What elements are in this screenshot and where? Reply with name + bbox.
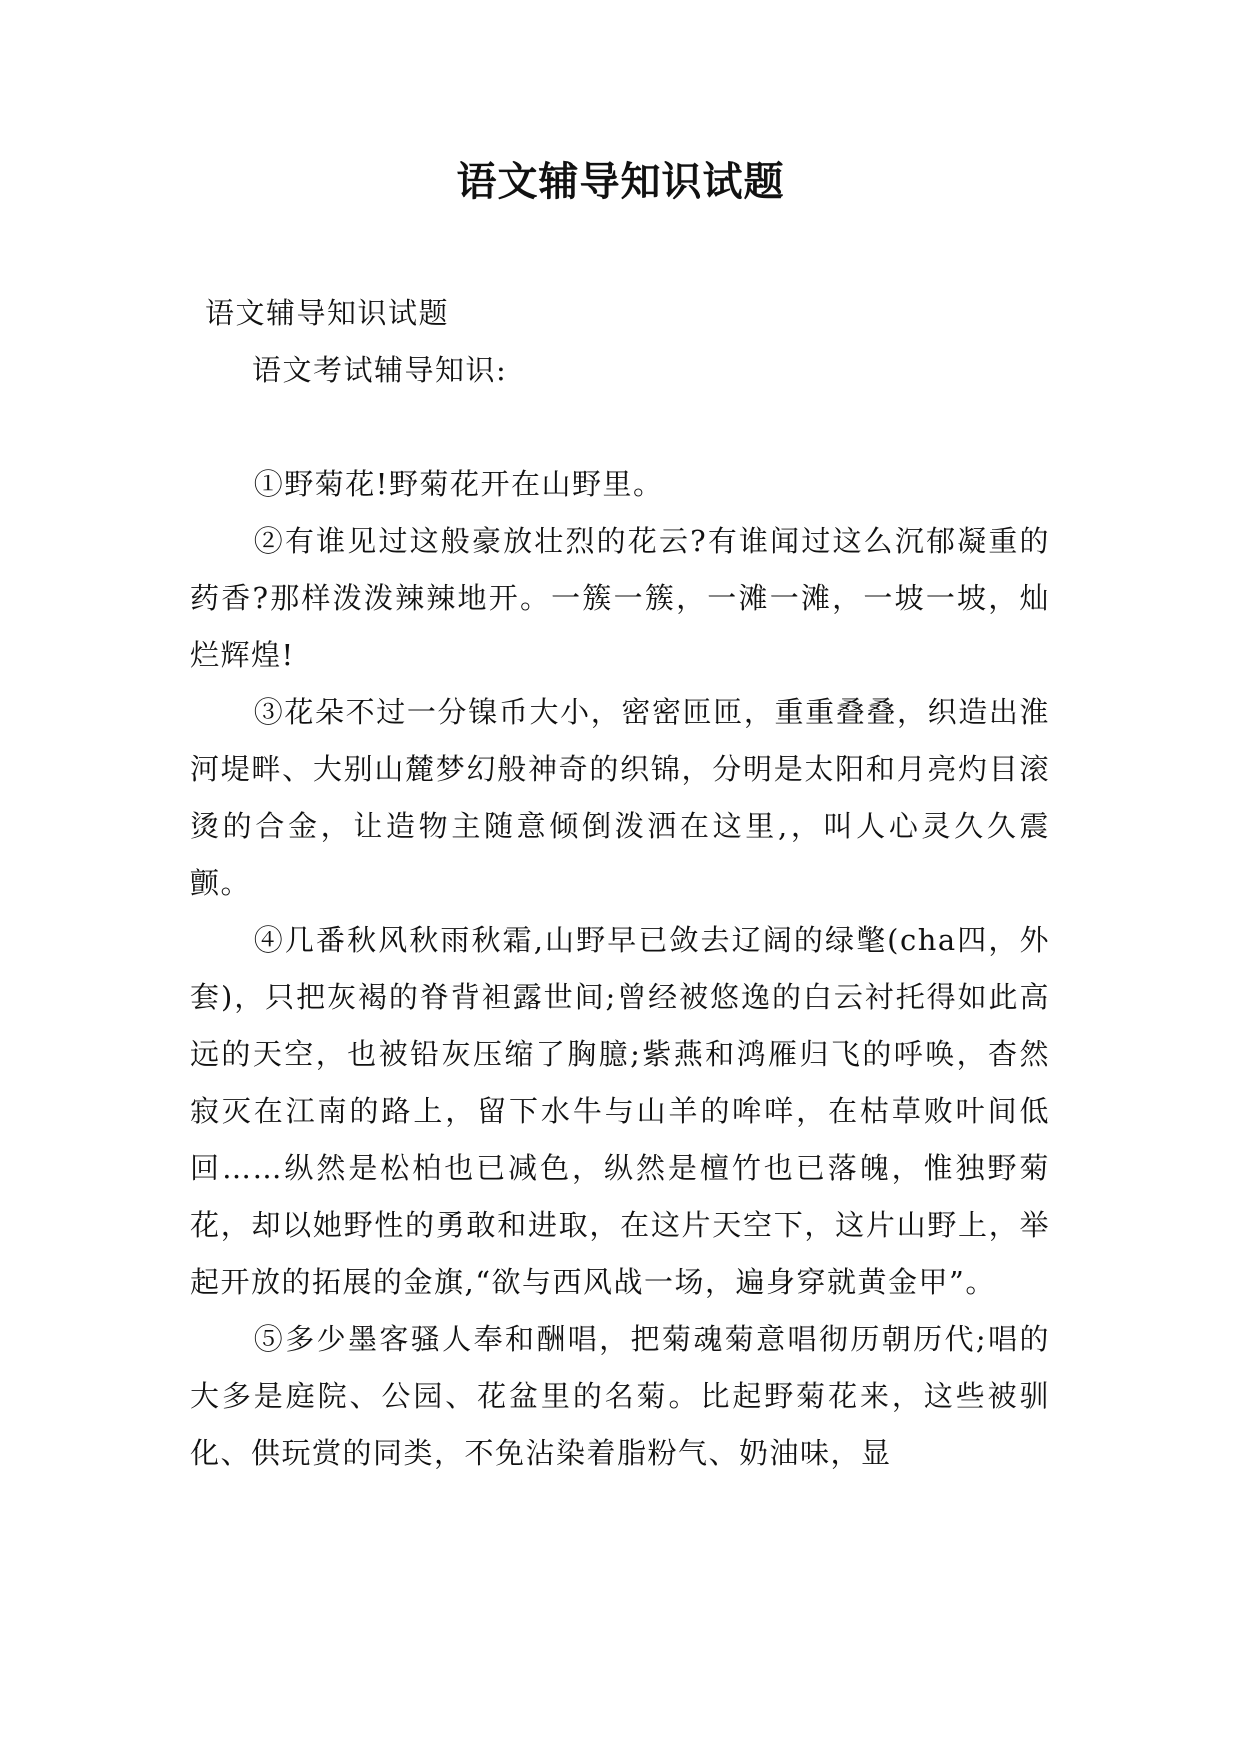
paragraph-4: ④几番秋风秋雨秋霜,山野早已敛去辽阔的绿氅(cha四，外套)，只把灰褐的脊背袒露世间;曾经被悠逸的白云衬托得如此高远的天空，也被铅灰压缩了胸臆;紫燕和鸿雁归飞的呼唤，杳然寂灭在江南的路上，留下水牛与山羊的哞咩，在枯草败叶间低回……纵然是松柏也已减色，纵然是檀竹也已落魄，惟独野菊花，却以她野性的勇敢和进取，在这片天空下，这片山野上，举起开放的拓展的金旗,“欲与西风战一场，遍身穿就黄金甲”。 [190,923,1050,1299]
document-title: 语文辅导知识试题 [456,158,785,205]
document-body [190,285,1050,1482]
paragraph-2: ②有谁见过这般豪放壮烈的花云?有谁闻过这么沉郁凝重的药香?那样泼泼辣辣地开。一簇一簇，一滩一滩，一坡一坡，灿烂辉煌! [190,524,1050,672]
document-intro: 语文考试辅导知识: [252,353,508,387]
paragraph-1: ①野菊花!野菊花开在山野里。 [253,467,664,501]
paragraph-3: ③花朵不过一分镍币大小，密密匝匝，重重叠叠，织造出淮河堤畔、大别山麓梦幻般神奇的织锦，分明是太阳和月亮灼目滚烫的合金，让造物主随意倾倒泼洒在这里,，叫人心灵久久震颤。 [190,695,1050,900]
document-subtitle: 语文辅导知识试题 [205,296,450,330]
paragraph-5: ⑤多少墨客骚人奉和酬唱，把菊魂菊意唱彻历朝历代;唱的大多是庭院、公园、花盆里的名菊。比起野菊花来，这些被驯化、供玩赏的同类，不免沾染着脂粉气、奶油味，显 [190,1322,1050,1470]
